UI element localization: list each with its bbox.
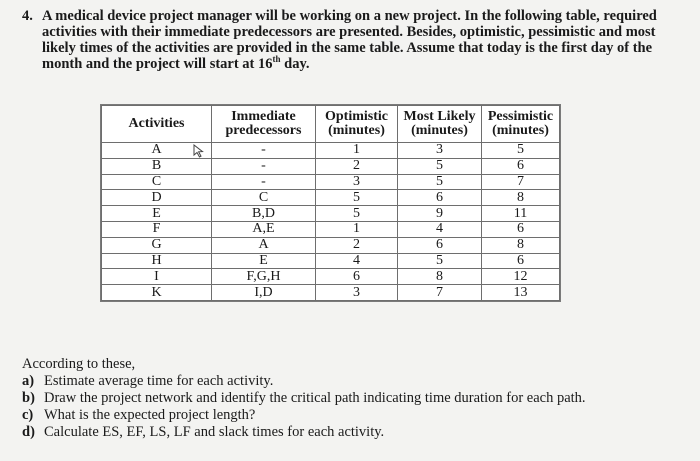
cell-predecessors: B,D <box>212 206 316 222</box>
cell-pessimistic: 6 <box>482 221 560 237</box>
question-statement <box>22 8 682 72</box>
cell-most-likely: 5 <box>398 253 482 269</box>
cell-predecessors: - <box>212 174 316 190</box>
cell-optimistic: 1 <box>316 143 398 159</box>
cell-pessimistic: 5 <box>482 143 560 159</box>
question-text-end: day. <box>280 56 310 72</box>
activity-table <box>101 105 560 301</box>
sub-question-mark: b) <box>22 390 35 406</box>
cell-pessimistic: 8 <box>482 190 560 206</box>
cell-most-likely: 6 <box>398 237 482 253</box>
cell-pessimistic: 8 <box>482 237 560 253</box>
cell-most-likely: 3 <box>398 143 482 159</box>
question-text <box>42 8 682 72</box>
sub-question-text: Draw the project network and identify the critical path indicating time duration for each path. <box>44 390 586 406</box>
sub-question-list <box>22 373 586 441</box>
cell-most-likely: 8 <box>398 269 482 285</box>
question-number: 4. <box>22 8 33 24</box>
cell-predecessors: C <box>212 190 316 206</box>
table-header-row <box>102 106 560 143</box>
cell-predecessors: I,D <box>212 285 316 301</box>
cell-pessimistic: 6 <box>482 253 560 269</box>
cell-predecessors: A <box>212 237 316 253</box>
cell-activity: E <box>102 206 212 222</box>
mouse-pointer-icon <box>192 144 206 158</box>
table-row <box>102 158 560 174</box>
cell-pessimistic: 6 <box>482 158 560 174</box>
cell-activity: B <box>102 158 212 174</box>
cell-optimistic: 6 <box>316 269 398 285</box>
header-most-likely: Most Likely (minutes) <box>398 106 482 143</box>
cell-most-likely: 4 <box>398 221 482 237</box>
cell-activity: H <box>102 253 212 269</box>
sub-question <box>22 390 586 407</box>
table-row <box>102 237 560 253</box>
cell-activity: K <box>102 285 212 301</box>
question-text-main: A medical device project manager will be working on a new project. In the following table, required activities with their immediate predecessors are presented. Besides, optimistic, pessimistic and most likely times of the activities are provided in the same table. Assume that today is the first day of the month and the project will start at 16 <box>42 8 657 72</box>
cell-predecessors: F,G,H <box>212 269 316 285</box>
cell-optimistic: 1 <box>316 221 398 237</box>
cell-predecessors: A,E <box>212 221 316 237</box>
cell-optimistic: 3 <box>316 285 398 301</box>
table-row <box>102 285 560 301</box>
sub-question-text: What is the expected project length? <box>44 407 256 423</box>
cell-optimistic: 5 <box>316 190 398 206</box>
header-optimistic: Optimistic (minutes) <box>316 106 398 143</box>
cell-pessimistic: 11 <box>482 206 560 222</box>
cell-most-likely: 5 <box>398 174 482 190</box>
cell-most-likely: 6 <box>398 190 482 206</box>
cell-activity: C <box>102 174 212 190</box>
cell-pessimistic: 7 <box>482 174 560 190</box>
cell-activity: D <box>102 190 212 206</box>
sub-question-text: Estimate average time for each activity. <box>44 373 274 389</box>
cell-most-likely: 7 <box>398 285 482 301</box>
cell-predecessors: E <box>212 253 316 269</box>
follow-up-lead: According to these, <box>22 356 136 372</box>
cell-activity: I <box>102 269 212 285</box>
header-pessimistic: Pessimistic (minutes) <box>482 106 560 143</box>
cell-optimistic: 2 <box>316 158 398 174</box>
table-row <box>102 269 560 285</box>
cell-most-likely: 9 <box>398 206 482 222</box>
cell-predecessors: - <box>212 158 316 174</box>
sub-question-mark: a) <box>22 373 35 389</box>
table-row <box>102 190 560 206</box>
sub-question <box>22 424 586 441</box>
cell-activity: G <box>102 237 212 253</box>
cell-optimistic: 3 <box>316 174 398 190</box>
follow-up-questions <box>22 356 586 441</box>
activity-table-container <box>100 104 561 302</box>
cell-optimistic: 4 <box>316 253 398 269</box>
header-predecessors: Immediate predecessors <box>212 106 316 143</box>
table-row <box>102 253 560 269</box>
cell-optimistic: 2 <box>316 237 398 253</box>
sub-question-text: Calculate ES, EF, LS, LF and slack times for each activity. <box>44 424 385 440</box>
cell-activity: A <box>102 143 212 159</box>
sub-question-mark: d) <box>22 424 35 440</box>
cell-pessimistic: 13 <box>482 285 560 301</box>
sub-question-mark: c) <box>22 407 34 423</box>
cell-most-likely: 5 <box>398 158 482 174</box>
sub-question <box>22 407 586 424</box>
header-activities: Activities <box>102 106 212 143</box>
sub-question <box>22 373 586 390</box>
table-row <box>102 221 560 237</box>
cell-activity: F <box>102 221 212 237</box>
table-row <box>102 206 560 222</box>
table-row <box>102 143 560 159</box>
table-row <box>102 174 560 190</box>
table-body <box>102 143 560 301</box>
cell-predecessors: - <box>212 143 316 159</box>
ordinal-suffix: th <box>272 54 281 65</box>
cell-optimistic: 5 <box>316 206 398 222</box>
cell-pessimistic: 12 <box>482 269 560 285</box>
